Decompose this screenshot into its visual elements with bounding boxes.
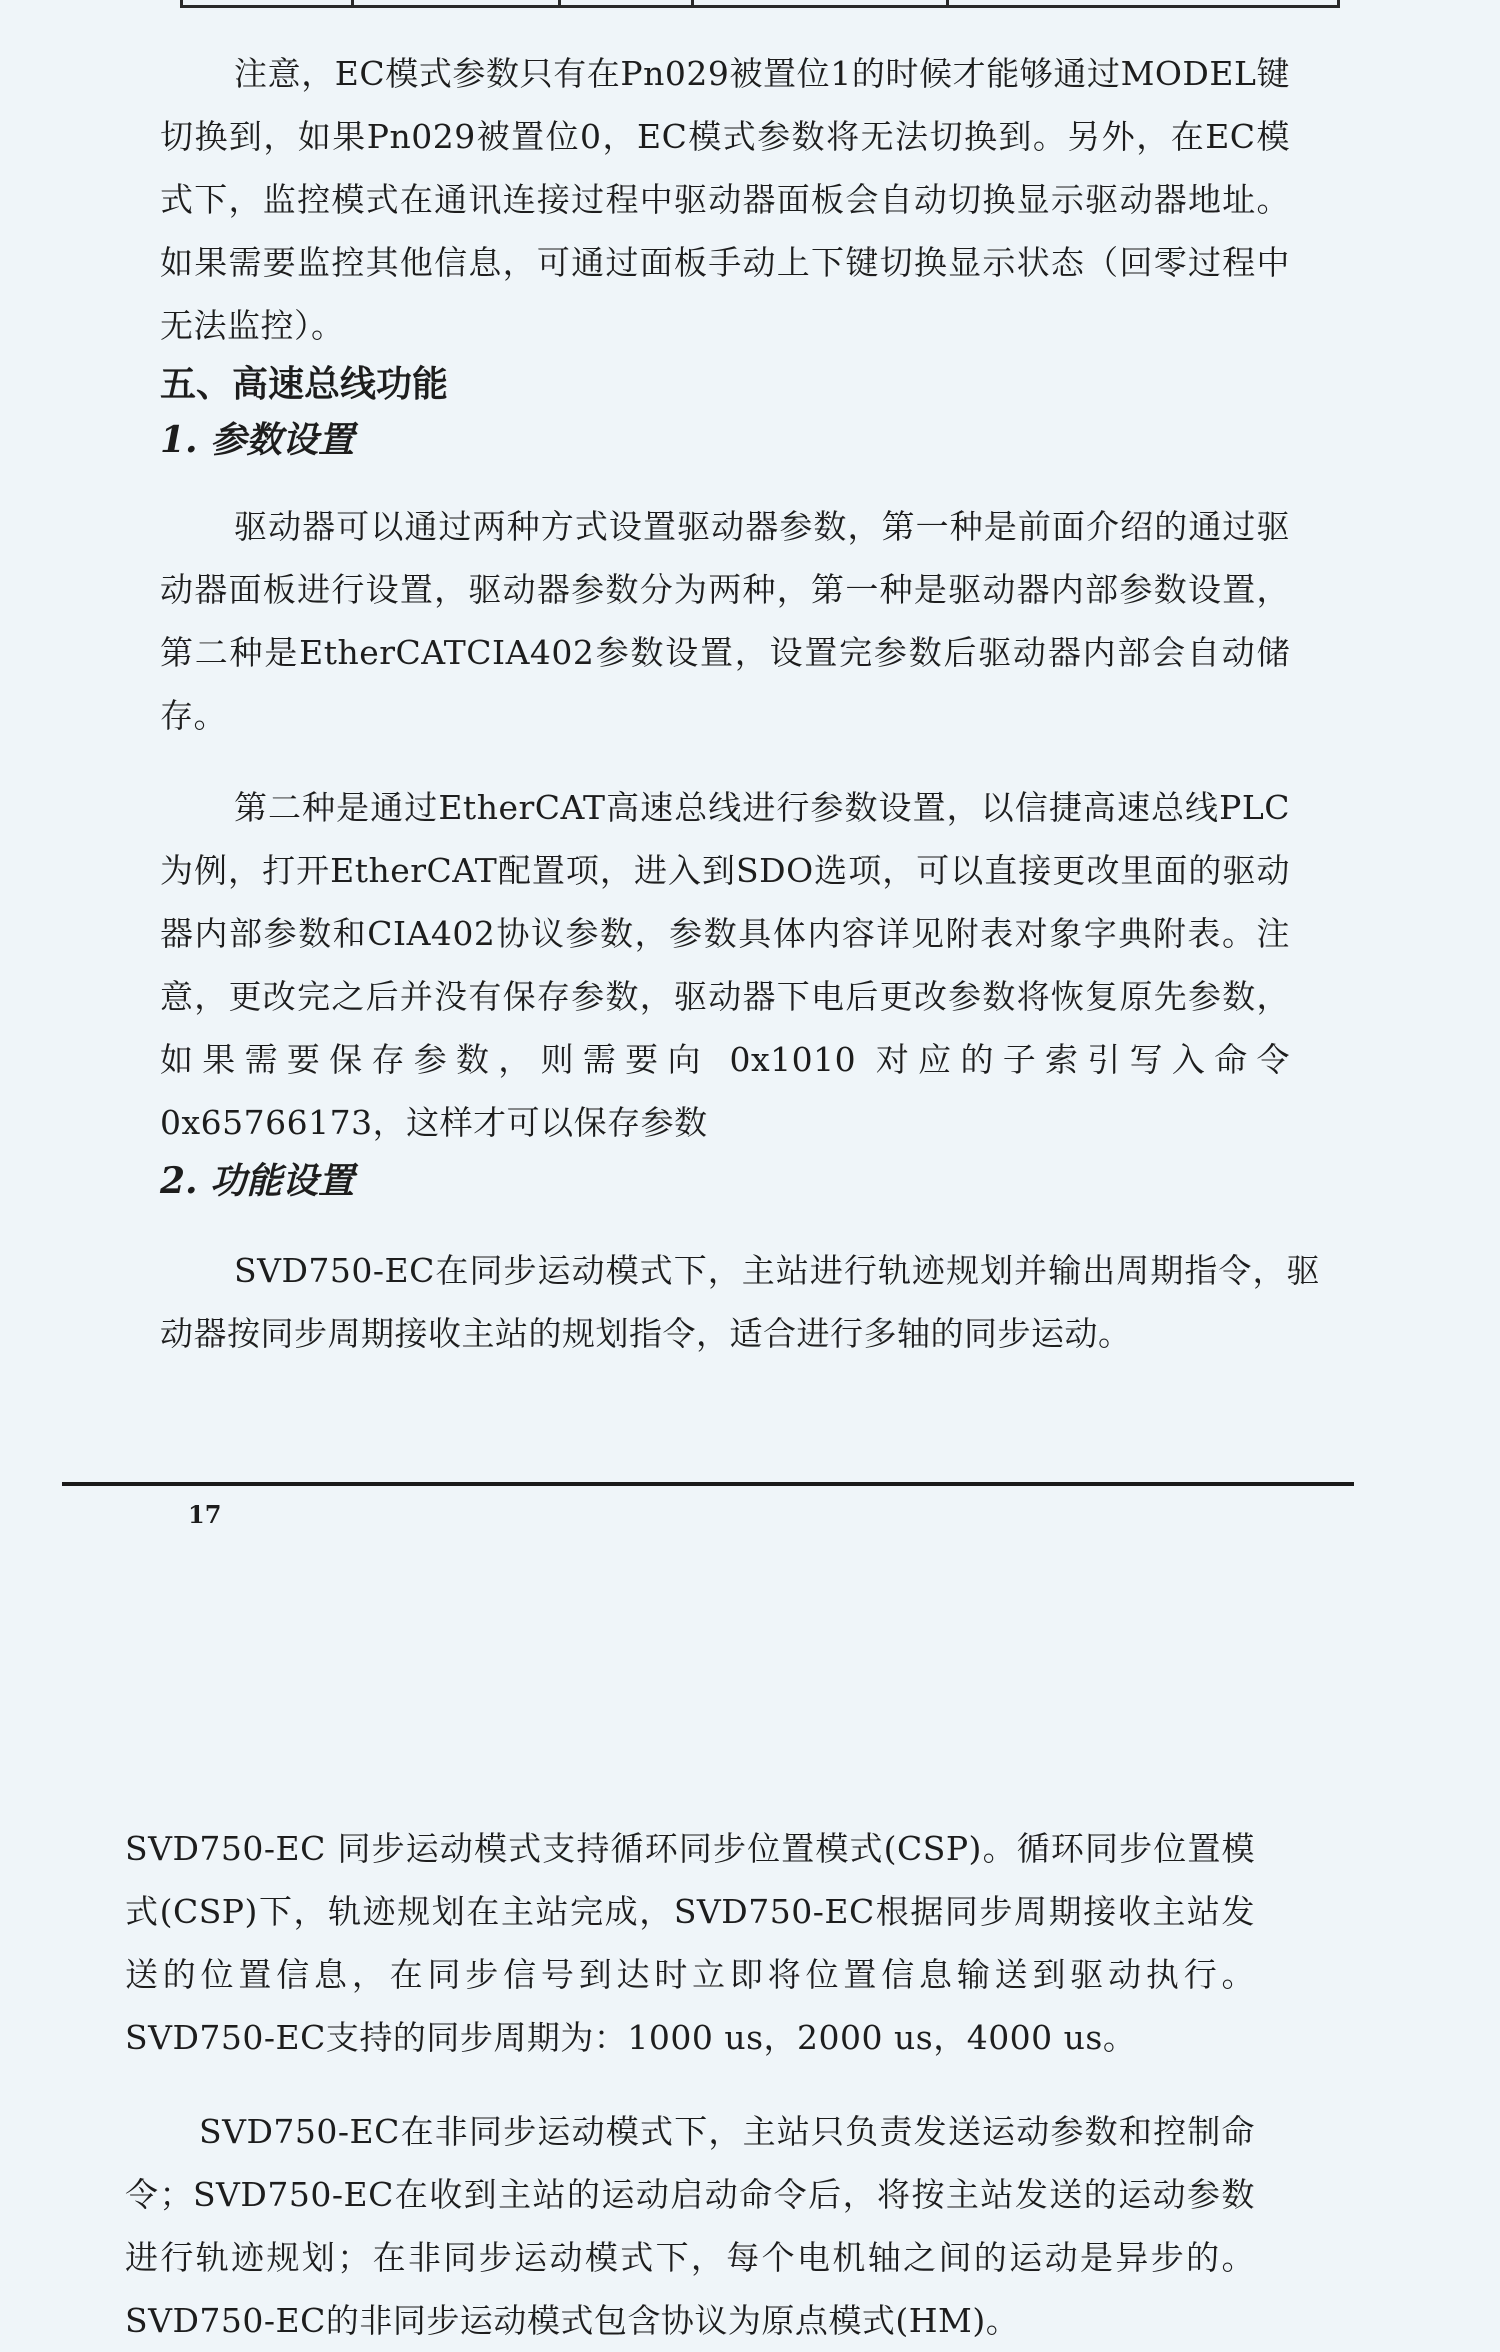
page-footer-rule bbox=[62, 1482, 1354, 1486]
parameter-settings-paragraph-1: 驱动器可以通过两种方式设置驱动器参数，第一种是前面介绍的通过驱动器面板进行设置，驱动器参数分为两种，第一种是驱动器内部参数设置，第二种是EtherCATCIA402参数设置，设置完参数后驱动器内部会自动储存。 bbox=[160, 507, 1290, 735]
parameter-settings-paragraph-2: 第二种是通过EtherCAT高速总线进行参数设置，以信捷高速总线PLC为例，打开EtherCAT配置项，进入到SDO选项，可以直接更改里面的驱动器内部参数和CIA402协议参数，参数具体内容详见附表对象字典附表。注意，更改完之后并没有保存参数，驱动器下电后更改参数将恢复原先参数，如果需要保存参数，则需要向 0x1010 对应的子索引写入命令 0x65766173，这样才可以保存参数 bbox=[160, 788, 1290, 1142]
table-column-divider bbox=[691, 0, 694, 5]
note-paragraph: 注意，EC模式参数只有在Pn029被置位1的时候才能够通过MODEL键切换到，如果Pn029被置位0，EC模式参数将无法切换到。另外，在EC模式下，监控模式在通讯连接过程中驱动器面板会自动切换显示驱动器地址。如果需要监控其他信息，可通过面板手动上下键切换显示状态（回零过程中无法监控）。 bbox=[160, 54, 1290, 345]
table-column-divider bbox=[558, 0, 561, 5]
async-mode-paragraph: SVD750-EC在非同步运动模式下，主站只负责发送运动参数和控制命令；SVD750-EC在收到主站的运动启动命令后，将按主站发送的运动参数进行轨迹规划；在非同步运动模式下，每个电机轴之间的运动是异步的。SVD750-EC的非同步运动模式包含协议为原点模式(HM)。 bbox=[125, 2112, 1255, 2340]
subsection-heading-parameter-settings: 1. 参数设置 bbox=[160, 419, 355, 461]
section-heading: 五、高速总线功能 bbox=[160, 364, 449, 405]
page-number: 17 bbox=[188, 1500, 222, 1529]
subsection-heading-function-settings: 2. 功能设置 bbox=[160, 1160, 355, 1202]
table-column-divider bbox=[946, 0, 949, 5]
sync-mode-paragraph: SVD750-EC 同步运动模式支持循环同步位置模式(CSP)。循环同步位置模式(CSP)下，轨迹规划在主站完成，SVD750-EC根据同步周期接收主站发送的位置信息，在同步信号到达时立即将位置信息输送到驱动执行。SVD750-EC支持的同步周期为：1000 us，2000 us，4000 us。 bbox=[125, 1829, 1255, 2057]
function-settings-paragraph: SVD750-EC在同步运动模式下，主站进行轨迹规划并输出周期指令，驱动器按同步周期接收主站的规划指令，适合进行多轴的同步运动。 bbox=[160, 1251, 1320, 1353]
table-column-divider bbox=[351, 0, 354, 5]
table-bottom-edge bbox=[180, 0, 1340, 8]
